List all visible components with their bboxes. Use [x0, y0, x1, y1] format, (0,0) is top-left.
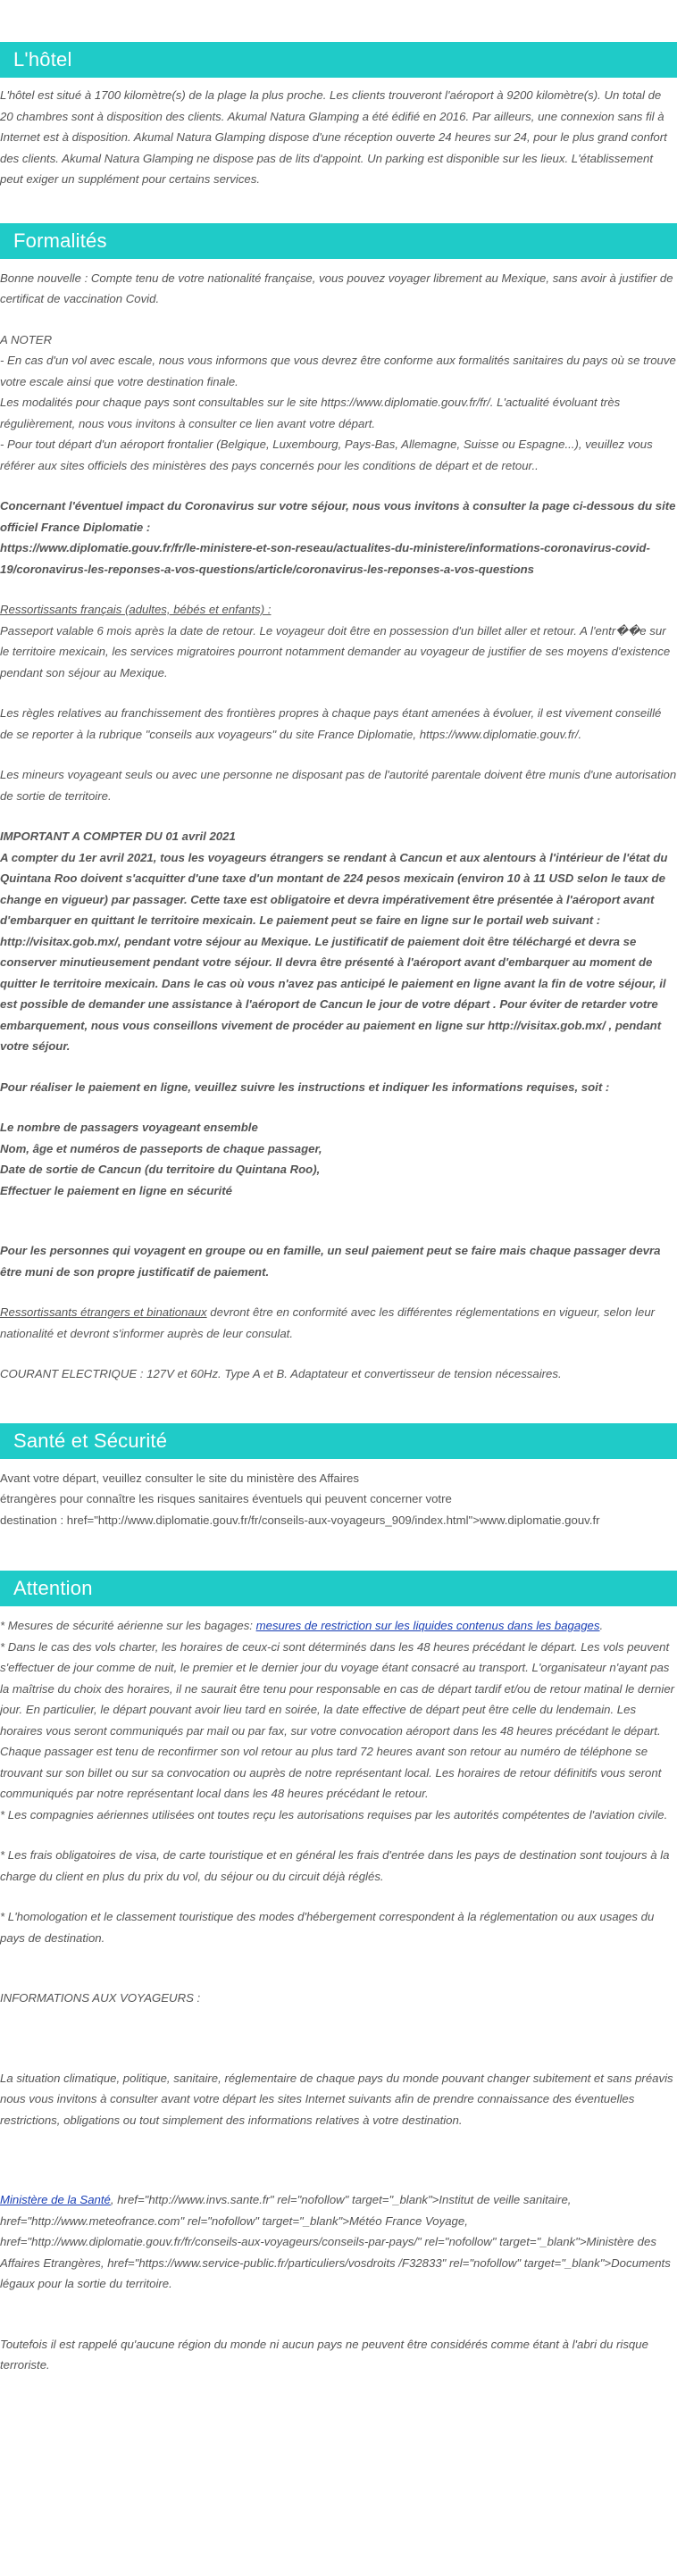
bagages-suffix: .	[599, 1619, 604, 1632]
sante-line: Avant votre départ, veuillez consulter le site du ministère des Affaires	[0, 1471, 359, 1485]
ressortissants-etrangers-title: Ressortissants étrangers et binationaux	[0, 1305, 207, 1319]
ressortissants-francais-text: Passeport valable 6 mois après la date de retour. Le voyageur doit être en possession d'un billet aller et retour. A l'entr��e sur le territoire mexicain, les services migratoires pourront notamment demander au voyageur de justifier de ses moyens d'existence pendant son séjour au Mexique.	[0, 623, 671, 679]
covid-notice	[0, 496, 677, 579]
attention-section	[0, 1571, 677, 2376]
ressortissants-francais	[0, 599, 677, 683]
attention-title: Attention	[0, 1571, 677, 1606]
covid-notice-url: https://www.diplomatie.gouv.fr/fr/le-ministere-et-son-reseau/actualites-du-ministere/informations-coronavirus-covid-19/coronavirus-les-reponses-a-vos-questions/article/coronavirus-les-reponses-a-vos-questions	[0, 541, 650, 576]
ministere-sante-link[interactable]: Ministère de la Santé	[0, 2193, 111, 2206]
groupe-paiement: Pour les personnes qui voyagent en groupe ou en famille, un seul paiement peut se faire mais chaque passager devra être muni de son propre justificatif de paiement.	[0, 1244, 661, 1279]
bagages-restriction-link[interactable]: mesures de restriction sur les liquides contenus dans les bagages	[255, 1619, 600, 1632]
a-noter-escale: - En cas d'un vol avec escale, nous vous informons que vous devrez être conforme aux formalités sanitaires du pays où se trouve votre escale ainsi que votre destination finale.	[0, 354, 676, 388]
hotel-section	[0, 42, 677, 190]
hotel-body	[0, 78, 677, 190]
paiement-list-item: Date de sortie de Cancun (du territoire du Quintana Roo),	[0, 1163, 321, 1176]
attention-body	[0, 1606, 677, 2376]
paiement-list-item: Effectuer le paiement en ligne en sécurité	[0, 1183, 232, 1197]
courant-electrique: COURANT ELECTRIQUE : 127V et 60Hz. Type A et B. Adaptateur et convertisseur de tension nécessaires.	[0, 1367, 562, 1380]
formalites-covid-vaccination: Bonne nouvelle : Compte tenu de votre nationalité française, vous pouvez voyager librement au Mexique, sans avoir à justifier de certificat de vaccination Covid.	[0, 271, 673, 305]
homologation-notice: * L'homologation et le classement touristique des modes d'hébergement correspondent à la réglementation ou aux usages du pays de destination.	[0, 1910, 655, 1945]
compagnies-notice: * Les compagnies aériennes utilisées ont toutes reçu les autorisations requises par les autorités compétentes de l'aviation civile.	[0, 1807, 668, 1822]
frais-notice: * Les frais obligatoires de visa, de carte touristique et en général les frais d'entrée dans les pays de destination sont toujours à la charge du client en plus du prix du vol, du séjour ou du circuit déjà réglés.	[0, 1848, 670, 1883]
charter-notice: * Dans le cas des vols charter, les horaires de ceux-ci sont déterminés dans les 48 heures précédant le départ. Les vols peuvent s'effectuer de jour comme de nuit, le premier et le dernier jour du voyage étant consacré au transport. L'organisateur n'ayant pas la maîtrise du choix des horaires, il ne saurait être tenu pour responsable en cas de départ tardif et/ou de retour matinal le dernier jour. En particulier, le départ pouvant avoir lieu tard en soirée, la date effective de départ peut être celle du lendemain. Les horaires vous seront communiqués par mail ou par fax, sur votre convocation aéroport dans les 48 heures précédant le départ. Chaque passager est tenu de reconfirmer son vol retour au plus tard 72 heures avant son retour au numéro de téléphone se trouvant sur son billet ou sur sa convocation ou auprès de notre représentant local. Les horaires de retour définitifs vous seront communiqués par notre représentant local dans les 48 heures précédant le retour.	[0, 1639, 675, 1800]
hotel-description: L'hôtel est situé à 1700 kilomètre(s) de la plage la plus proche. Les clients trouveront l'aéroport à 9200 kilomètre(s). Un total de 20 chambres sont à disposition des clients. Akumal Natura Glamping a été édifié en 2016. Par ailleurs, une connexion sans fil à Internet est à disposition. Akumal Natura Glamping dispose d'une réception ouverte 24 heures sur 24, pour le plus grand confort des clients. Akumal Natura Glamping ne dispose pas de lits d'appoint. Un parking est disponible sur les lieux. L'établissement peut exiger un supplément pour certains services.	[0, 88, 667, 186]
informations-voyageurs-title: INFORMATIONS AUX VOYAGEURS :	[0, 1991, 201, 2005]
mineurs-notice: Les mineurs voyageant seuls ou avec une personne ne disposant pas de l'autorité parentale doivent être munis d'une autorisation de sortie de territoire.	[0, 768, 677, 803]
bagages-prefix: * Mesures de sécurité aérienne sur les bagages:	[0, 1619, 256, 1632]
bagages-notice	[0, 1615, 677, 1637]
sante-section	[0, 1423, 677, 1531]
invitons-notice: nous vous invitons à consulter avant votre départ les sites Internet suivants afin de prendre connaissance des éventuelles restrictions, obligations ou tout simplement des informations relatives à votre destination.	[0, 2092, 635, 2127]
formalites-body	[0, 259, 677, 1385]
sites-utiles	[0, 2189, 677, 2295]
paiement-intro: Pour réaliser le paiement en ligne, veuillez suivre les instructions et indiquer les informations requises, soit :	[0, 1080, 610, 1094]
situation-notice: La situation climatique, politique, sanitaire, réglementaire de chaque pays du monde pouvant changer subitement et sans préavis	[0, 2071, 673, 2085]
terroriste-notice: Toutefois il est rappelé qu'aucune région du monde ni aucun pays ne peuvent être considérés comme étant à l'abri du risque terroriste.	[0, 2337, 648, 2372]
paiement-list-item: Le nombre de passagers voyageant ensemble	[0, 1121, 258, 1134]
formalites-section	[0, 223, 677, 1385]
a-noter-frontalier: - Pour tout départ d'un aéroport frontalier (Belgique, Luxembourg, Pays-Bas, Allemagne, Suisse ou Espagne...), veuillez vous référer aux sites officiels des ministères des pays concernés pour les conditions de départ et de retour..	[0, 438, 653, 472]
ressortissants-etrangers	[0, 1302, 677, 1344]
a-noter-modalites: Les modalités pour chaque pays sont consultables sur le site https://www.diplomatie.gouv.fr/fr/. L'actualité évoluant très régulièrement, nous vous invitons à consulter ce lien avant votre départ.	[0, 396, 621, 430]
sante-line: étrangères pour connaître les risques sanitaires éventuels qui peuvent concerner votre	[0, 1492, 452, 1505]
a-noter-heading: A NOTER	[0, 332, 53, 346]
sites-utiles-text: , href="http://www.invs.sante.fr" rel="nofollow" target="_blank">Institut de veille sanitaire, href="http://www.meteofrance.com" rel="nofollow" target="_blank">Météo France Voyage, href="http://www.diplomatie.gouv.fr/fr/conseils-aux-voyageurs/conseils-par-pays/" rel="nofollow" target="_blank">Ministère des Affaires Etrangères, href="https://www.service-public.fr/particuliers/vosdroits /F32833" rel="nofollow" target="_blank">Documents légaux pour la sortie du territoire.	[0, 2193, 671, 2290]
ressortissants-francais-title: Ressortissants français (adultes, bébés et enfants) :	[0, 603, 272, 616]
sante-line: destination : href="http://www.diplomatie.gouv.fr/fr/conseils-aux-voyageurs_909/index.html">www.diplomatie.gouv.fr	[0, 1513, 600, 1527]
important-text: A compter du 1er avril 2021, tous les voyageurs étrangers se rendant à Cancun et aux alentours à l'intérieur de l'état du Quintana Roo doivent s'acquitter d'une taxe d'un montant de 224 pesos mexicain (environ 10 à 11 USD selon le taux de change en vigueur) par passager. Cette taxe est obligatoire et devra impérativement être présentée à l'aéroport avant d'embarquer en quittant le territoire mexicain. Le paiement peut se faire en ligne sur le portail web suivant : http://visitax.gob.mx/, pendant votre séjour au Mexique. Le justificatif de paiement doit être téléchargé et devra se conserver minutieusement pendant votre séjour. Il devra être présenté à l'aéroport avant d'embarquer au moment de quitter le territoire mexicain. Dans le cas où vous n'avez pas anticipé le paiement en ligne avant la fin de votre séjour, il est possible de demander une assistance à l'aéroport de Cancun le jour de votre départ . Pour éviter de retarder votre embarquement, nous vous conseillons vivement de procéder au paiement en ligne sur http://visitax.gob.mx/ , pendant votre séjour.	[0, 850, 668, 1053]
covid-notice-text: Concernant l'éventuel impact du Coronavirus sur votre séjour, nous vous invitons à consulter la page ci-dessous du site officiel France Diplomatie :	[0, 499, 676, 534]
sante-title: Santé et Sécurité	[0, 1423, 677, 1459]
ressortissants-etrangers-text: devront être en conformité avec les différentes réglementations en vigueur, selon leur nationalité et devront s'informer auprès de leur consulat.	[0, 1305, 656, 1340]
important-title: IMPORTANT A COMPTER DU 01 avril 2021	[0, 829, 236, 843]
paiement-list-item: Nom, âge et numéros de passeports de chaque passager,	[0, 1141, 322, 1155]
regles-frontieres: Les règles relatives au franchissement des frontières propres à chaque pays étant amenées à évoluer, il est vivement conseillé de se reporter à la rubrique "conseils aux voyageurs" du site France Diplomatie, https://www.diplomatie.gouv.fr/.	[0, 706, 662, 741]
sante-body	[0, 1459, 677, 1531]
formalites-title: Formalités	[0, 223, 677, 259]
hotel-title: L'hôtel	[0, 42, 677, 78]
